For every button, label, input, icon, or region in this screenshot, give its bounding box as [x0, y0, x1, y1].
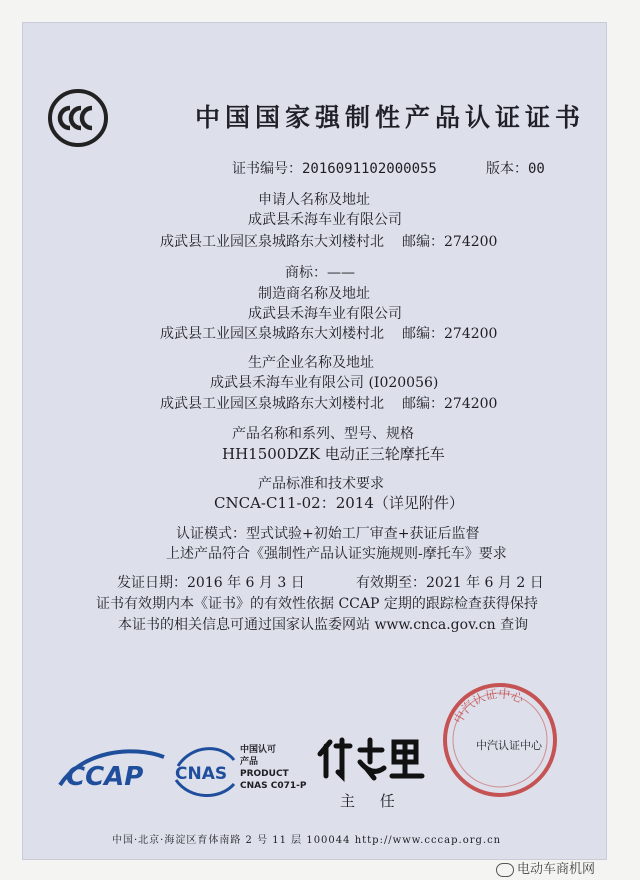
issue-date: 发证日期：2016 年 6 月 3 日	[117, 575, 305, 591]
version	[486, 158, 545, 178]
applicant-postcode	[402, 231, 497, 251]
cnas-logo	[172, 738, 238, 804]
wechat-icon	[496, 863, 514, 877]
manufacturer-postcode-label: 邮编：	[402, 326, 444, 342]
applicant-postcode-value: 274200	[444, 234, 498, 250]
standard-heading: 产品标准和技术要求	[258, 476, 384, 492]
cert-number-label: 证书编号：	[232, 161, 302, 177]
watermark	[496, 858, 595, 877]
director-title: 主 任	[340, 792, 405, 810]
cnas-logo-text: CNAS	[175, 764, 228, 784]
version-label: 版本：	[486, 161, 528, 177]
certificate-title: 中国国家强制性产品认证证书	[195, 103, 586, 132]
ccc-logo-icon	[48, 88, 108, 148]
cnas-cn-label-1: 中国认可	[240, 745, 277, 755]
watermark-text: 电动车商机网	[517, 862, 596, 877]
footer-address: 中国·北京·海淀区育体南路 2 号 11 层 100044 http://www.cccap.org.cn	[112, 835, 502, 846]
ccap-logo-text: CCAP	[66, 762, 144, 791]
cnas-code: CNAS C071-P	[240, 781, 307, 791]
manufacturer-postcode-value: 274200	[444, 326, 498, 342]
director-signature	[312, 732, 432, 784]
applicant-address: 成武县工业园区泉城路东大刘楼村北	[160, 234, 384, 250]
applicant-heading: 申请人名称及地址	[258, 192, 370, 208]
trademark	[285, 262, 355, 282]
applicant-name: 成武县禾海车业有限公司	[248, 212, 402, 228]
factory-postcode-value: 274200	[444, 396, 498, 412]
query-note: 本证书的相关信息可通过国家认监委网站 www.cnca.gov.cn 查询	[118, 617, 529, 633]
standard-value: CNCA-C11-02：2014（详见附件）	[214, 494, 464, 512]
cnas-label-block	[240, 744, 306, 792]
version-value: 00	[528, 161, 545, 177]
manufacturer-name: 成武县禾海车业有限公司	[248, 306, 402, 322]
validity-note: 证书有效期内本《证书》的有效性依据 CCAP 定期的跟踪检查获得保持	[96, 596, 538, 612]
cnas-cn-label-2: 产品	[240, 757, 259, 767]
manufacturer-heading: 制造商名称及地址	[258, 286, 370, 302]
svg-text:中汽认证中心	[450, 686, 526, 726]
manufacturer-address: 成武县工业园区泉城路东大刘楼村北	[160, 326, 384, 342]
ccap-logo	[52, 745, 170, 791]
factory-address: 成武县工业园区泉城路东大刘楼村北	[160, 396, 384, 412]
product-value: HH1500DZK 电动正三轮摩托车	[222, 445, 445, 463]
factory-heading: 生产企业名称及地址	[248, 355, 374, 371]
factory-postcode	[402, 393, 497, 413]
stamp-ring-text: 中汽认证中心	[451, 686, 526, 726]
stamp-center-text: 中汽认证中心	[476, 739, 542, 752]
certification-stamp	[440, 680, 560, 800]
applicant-postcode-label: 邮编：	[402, 234, 444, 250]
cert-number-value: 2016091102000055	[302, 161, 437, 177]
manufacturer-postcode	[402, 323, 497, 343]
product-heading: 产品名称和系列、型号、规格	[232, 426, 414, 442]
factory-name: 成武县禾海车业有限公司 (I020056)	[210, 375, 439, 391]
trademark-label: 商标：	[285, 265, 327, 281]
certification-mode: 认证模式：型式试验+初始工厂审查+获证后监督	[176, 526, 480, 542]
trademark-value: ——	[327, 265, 355, 281]
cnas-en-label: PRODUCT	[240, 769, 289, 779]
factory-postcode-label: 邮编：	[402, 396, 444, 412]
cert-number	[232, 158, 437, 178]
expiry-date: 有效期至：2021 年 6 月 2 日	[356, 575, 544, 591]
conformity-statement: 上述产品符合《强制性产品认证实施规则-摩托车》要求	[166, 546, 507, 562]
